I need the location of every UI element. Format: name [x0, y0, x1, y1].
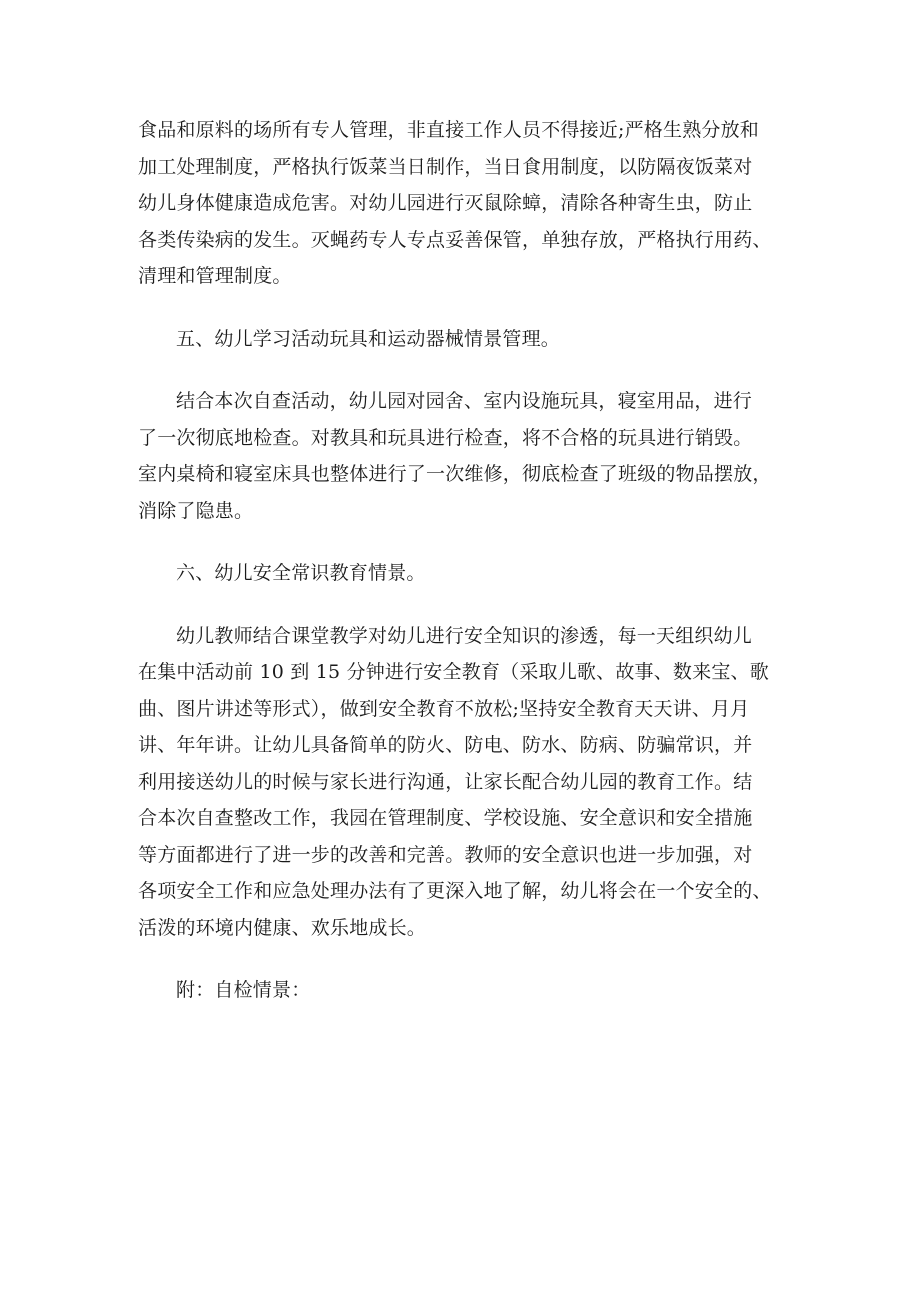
- paragraph-safety-education: [138, 618, 786, 947]
- text-line: 食品和原料的场所有专人管理，非直接工作人员不得接近;严格生熟分放和: [138, 119, 760, 141]
- text-line: 各项安全工作和应急处理办法有了更深入地了解，幼儿将会在一个安全的、: [138, 880, 772, 902]
- attachment-label: [138, 972, 786, 1009]
- text-line: 了一次彻底地检查。对教具和玩具进行检查，将不合格的玩具进行销毁。: [138, 426, 753, 449]
- heading-text: 六、幼儿安全常识教育情景。: [176, 562, 426, 584]
- section-heading-6: [138, 555, 786, 592]
- paragraph-toys-inspection: [138, 383, 786, 529]
- text-line: 各类传染病的发生。灭蝇药专人专点妥善保管，单独存放，严格执行用药、: [138, 228, 772, 251]
- text-line: 消除了隐患。: [138, 499, 254, 522]
- text-line: 合本次自查整改工作，我园在管理制度、学校设施、安全意识和安全措施: [138, 807, 753, 829]
- text-line: 在集中活动前 10 到 15 分钟进行安全教育（采取儿歌、故事、数来宝、歌: [138, 661, 769, 683]
- heading-text: 五、幼儿学习活动玩具和运动器械情景管理。: [176, 327, 561, 350]
- document-body: [138, 112, 786, 1009]
- text-line: 结合本次自查活动，幼儿园对园舍、室内设施玩具，寝室用品，进行: [176, 390, 753, 412]
- section-heading-5: [138, 321, 786, 358]
- text-line: 曲、图片讲述等形式），做到安全教育不放松;坚持安全教育天天讲、月月: [138, 697, 750, 720]
- text-line: 等方面都进行了进一步的改善和完善。教师的安全意识也进一步加强，对: [138, 843, 753, 866]
- text-line: 利用接送幼儿的时候与家长进行沟通，让家长配合幼儿园的教育工作。结: [138, 770, 753, 793]
- paragraph-food-safety: [138, 112, 786, 295]
- text-line: 清理和管理制度。: [138, 265, 292, 287]
- text-line: 幼儿教师结合课堂教学对幼儿进行安全知识的渗透，每一天组织幼儿: [176, 624, 753, 647]
- text-line: 幼儿身体健康造成危害。对幼儿园进行灭鼠除蟑，清除各种寄生虫，防止: [138, 192, 753, 214]
- text-line: 活泼的环境内健康、欢乐地成长。: [138, 916, 427, 939]
- attachment-text: 附：自检情景：: [176, 979, 311, 1001]
- text-line: 讲、年年讲。让幼儿具备简单的防火、防电、防水、防病、防骗常识，并: [138, 734, 753, 756]
- text-line: 室内桌椅和寝室床具也整体进行了一次维修，彻底检查了班级的物品摆放，: [138, 463, 772, 485]
- text-line: 加工处理制度，严格执行饭菜当日制作，当日食用制度，以防隔夜饭菜对: [138, 155, 753, 178]
